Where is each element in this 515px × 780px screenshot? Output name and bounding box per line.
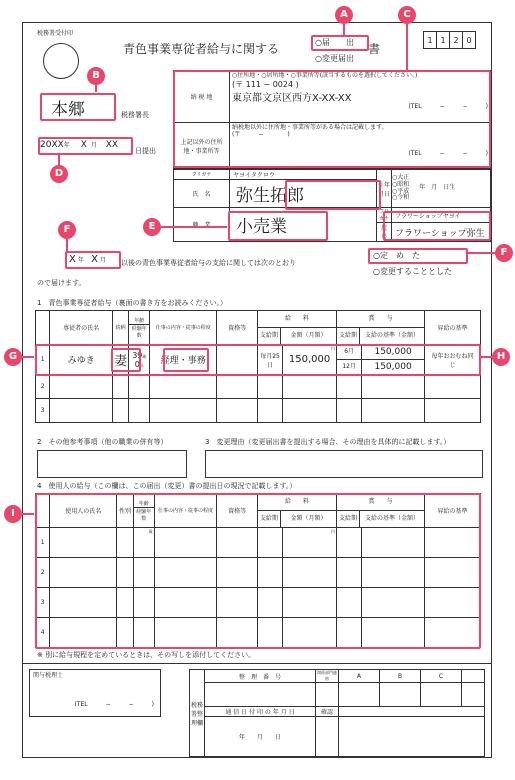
taxpayer-info-table: 納 税 地 ○住所地・○居所地・○事業所等(該当するものを選択してください。) (〒 111 − 0024 ) 東京都文京区西方X-XX-XX (TEL − − ) 上記以外の住所地・事業所等 納税地以外に住所地・事業所等がある場合は記載します。 (〒 − ) (TEL − − ) <box>173 70 491 169</box>
section4-highlight <box>35 493 481 649</box>
section1-title: 1 青色事業専従者給与（裏面の書き方をお読みください。） <box>37 299 227 307</box>
section3-title: 3 変更理由（変更届出書を提出する場合、その理由を具体的に記載します。） <box>205 438 451 446</box>
office-name[interactable]: 本郷 <box>51 100 85 120</box>
option-change-period-radio[interactable]: ○変更することとした <box>373 267 452 276</box>
marker-b: B <box>87 67 105 85</box>
connector-a <box>343 24 345 36</box>
marker-h: H <box>492 348 510 366</box>
connector-h <box>480 356 492 358</box>
option-fixed-radio[interactable]: ○定 め た <box>373 251 420 260</box>
period-value[interactable]: X年 X 月 <box>69 254 106 265</box>
footnote: ※ 別に給与規程を定めているときは、その写しを添付してください。 <box>37 651 256 659</box>
address-value[interactable]: 東京都文京区西方X-XX-XX <box>232 93 352 105</box>
marker-i: I <box>4 505 22 523</box>
marker-g: G <box>4 348 22 366</box>
section3-field[interactable] <box>205 450 483 478</box>
row1-highlight <box>35 344 481 376</box>
marker-f-right: F <box>495 244 513 262</box>
option-change-radio[interactable]: ○変更届出 <box>315 54 354 63</box>
marker-c: C <box>398 6 416 24</box>
option-submit-radio[interactable]: ○届 出 <box>315 38 354 47</box>
section4-table: 使用人の氏名 性別 年齢 経験年数 仕事の内容・従事の程度 資格等 給 料 支給期 金額（月額） 賞 与 支給期 支給の基準（金額） 昇給の基準 1 歳 円 2 3 4 <box>35 493 481 648</box>
marker-e: E <box>143 218 161 236</box>
name-highlight <box>285 180 381 210</box>
taxpayer-name[interactable]: 弥生拓郎 <box>230 180 377 208</box>
section4-row: 2 <box>36 558 481 588</box>
connector-i <box>22 513 34 515</box>
form-page <box>22 22 492 758</box>
form-number: 1 1 2 0 <box>423 31 476 49</box>
office-stamp-label: 税務署受付印 <box>37 30 74 37</box>
duties-highlight <box>163 348 209 372</box>
form-title: 青色事業専従者給与に関する <box>123 42 280 56</box>
section1-row: 2 <box>36 375 481 399</box>
bottom-divider <box>23 663 491 664</box>
connector-d <box>58 154 60 166</box>
connector-g <box>22 356 34 358</box>
name-table: フリガナ ヤヨイタクロウ 生年月日 ○大正 ○昭和 ○平成 ○令和 年 月 日生 氏 名 弥生拓郎 小売業 フリガナ フラワーショップヤヨイ 屋 号 フラワーショップ弥生 <box>173 169 491 242</box>
section4-row: 4 <box>36 618 481 648</box>
occupation-value[interactable]: 小売業 <box>230 208 377 242</box>
tax-accountant-box: 関与税理士 (TEL − − ) <box>29 669 161 717</box>
shop-name[interactable]: フラワーショップ弥生 <box>392 223 491 242</box>
connector-c <box>406 24 408 70</box>
period-text-after: ので届けます。 <box>37 279 86 287</box>
office-use-table: 税務署整理欄 整 理 番 号 関係部門連絡 A B C 通 信 日 付 印 の 年 月 日 確認 年 月 日 <box>189 669 485 757</box>
address-highlight <box>173 70 491 168</box>
occupation-highlight <box>228 211 328 241</box>
section2-field[interactable] <box>37 450 187 478</box>
section4-title: 4 使用人の給与（この欄は、この届出（変更）書の提出日の現況で記載します。） <box>37 482 297 490</box>
section4-row: 1 歳 円 <box>36 528 481 558</box>
submit-date-label: 日提出 <box>135 147 156 155</box>
period-text: 以後の青色事業専従者給与の支給に関しては次のとおり <box>121 259 296 267</box>
marker-a: A <box>335 6 353 24</box>
section1-table: 専従者の氏名 続柄 年齢 経験年数 仕事の内容・従事の程度 資格等 給 料 支給期 金額（月額） 賞 与 支給期 支給の基準（金額） 昇給の基準 1 みゆき 妻 39歳 0年 経理・事務 毎月25日 150,000 円 6月 12月 150,000 150,000 毎年おおむね同じ 2 3 <box>35 310 481 423</box>
stamp-circle <box>43 43 79 79</box>
marker-d: D <box>50 165 68 183</box>
connector-f-right <box>466 252 496 254</box>
connector-f-left <box>66 239 68 251</box>
section1-row: 1 みゆき 妻 39歳 0年 経理・事務 毎月25日 150,000 円 6月 12月 150,000 150,000 毎年おおむね同じ <box>36 345 481 375</box>
shop-highlight <box>383 211 491 241</box>
relation-highlight <box>111 348 141 372</box>
office-suffix: 税務署長 <box>121 111 149 119</box>
submit-date[interactable]: 20XX年 X 月 XX <box>40 140 119 150</box>
section4-row: 3 <box>36 588 481 618</box>
form-title-suffix: 書 <box>368 42 381 56</box>
connector-b <box>95 85 97 92</box>
section2-title: 2 その他参考事項（他の職業の併有等） <box>37 438 168 446</box>
marker-f-left: F <box>58 221 76 239</box>
connector-e <box>161 226 227 228</box>
section1-row: 3 <box>36 399 481 423</box>
